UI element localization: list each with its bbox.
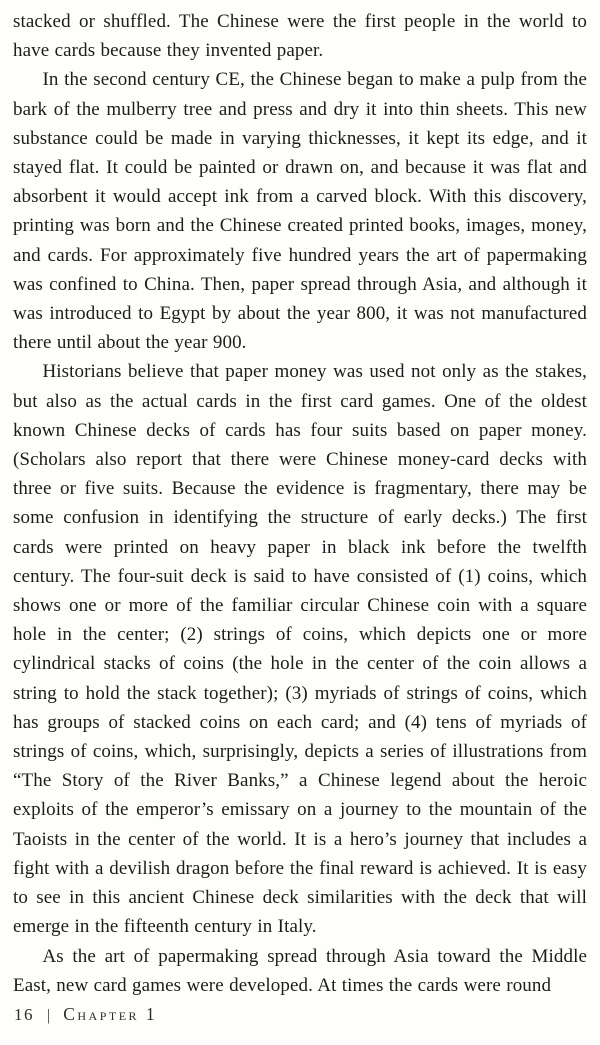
paragraph: As the art of papermaking spread through Asia toward the Middle East, new card games were developed. At times the cards were round <box>13 945 587 996</box>
paragraph-continuation: stacked or shuffled. The Chinese were the first people in the world to have cards because they invented paper. <box>13 11 587 62</box>
footer-separator: | <box>47 1007 51 1024</box>
page-footer <box>14 1004 157 1025</box>
chapter-label: Chapter 1 <box>63 1004 158 1024</box>
paragraph: Historians believe that paper money was used not only as the stakes, but also as the actual cards in the first card games. One of the oldest known Chinese decks of cards has four suits based on paper money. (Scholars also report that there were Chinese money-card decks with three or five suits. Because the evidence is fragmentary, there may be some confusion in identifying the structure of early decks.) The first cards were printed on heavy paper in black ink before the twelfth century. The four-suit deck is said to have consisted of (1) coins, which shows one or more of the familiar circular Chinese coin with a square hole in the center; (2) strings of coins, which depicts one or more cylindrical stacks of coins (the hole in the center of the coin allows a string to hold the stack together); (3) myriads of strings of coins, which has groups of stacked coins on each card; and (4) tens of myriads of strings of coins, which, surprisingly, depicts a series of illustrations from “The Story of the River Banks,” a Chinese legend about the heroic exploits of the emperor’s emissary on a journey to the mountain of the Taoists in the center of the world. It is a hero’s journey that includes a fight with a devilish dragon before the final reward is achieved. It is easy to see in this ancient Chinese deck similarities with the deck that will emerge in the fifteenth century in Italy. <box>13 361 587 938</box>
paragraph: In the second century CE, the Chinese began to make a pulp from the bark of the mulberry tree and press and dry it into thin sheets. This new substance could be made in varying thicknesses, it kept its edge, and it stayed flat. It could be painted or drawn on, and because it was flat and absorbent it would accept ink from a carved block. With this discovery, printing was born and the Chinese created printed books, images, money, and cards. For approximately five hundred years the art of papermaking was confined to China. Then, paper spread through Asia, and although it was introduced to Egypt by about the year 800, it was not manufactured there until about the year 900. <box>13 69 587 354</box>
page-body-text <box>13 7 587 1000</box>
page-number: 16 <box>14 1005 34 1024</box>
